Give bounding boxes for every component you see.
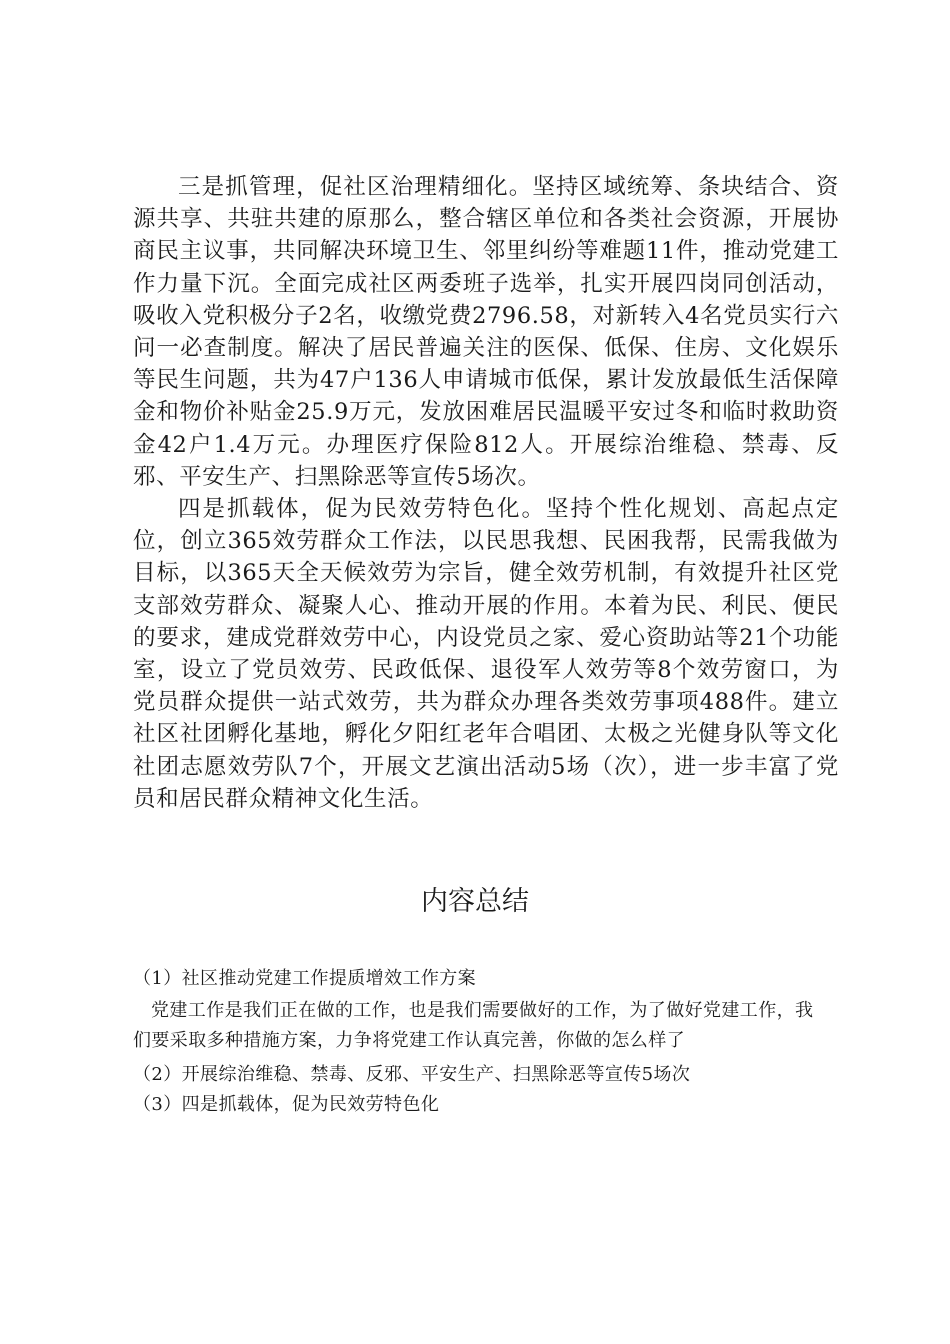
- summary-title: 内容总结: [421, 886, 529, 917]
- body-paragraph: 四是抓载体，促为民效劳特色化。坚持个性化规划、高起点定位，创立365效劳群众工作法，以民思我想、民困我帮，民需我做为目标，以365天全天候效劳为宗旨，健全效劳机制，有效提升社区党支部效劳群众、凝聚人心、推动开展的作用。本着为民、利民、便民的要求，建成党群效劳中心，内设党员之家、爱心资助站等21个功能室，设立了党员效劳、民政低保、退役军人效劳等8个效劳窗口，为党员群众提供一站式效劳，共为群众办理各类效劳事项488件。建立社区社团孵化基地，孵化夕阳红老年合唱团、太极之光健身队等文化社团志愿效劳队7个，开展文艺演出活动5场（次），进一步丰富了党员和居民群众精神文化生活。: [133, 496, 839, 812]
- body-paragraph: 三是抓管理，促社区治理精细化。坚持区域统筹、条块结合、资源共享、共驻共建的原那么，整合辖区单位和各类社会资源，开展协商民主议事，共同解决环境卫生、邻里纠纷等难题11件，推动党建工作力量下沉。全面完成社区两委班子选举，扎实开展四岗同创活动，吸收入党积极分子2名，收缴党费2796.58，对新转入4名党员实行六问一必查制度。解决了居民普遍关注的医保、低保、住房、文化娱乐等民生问题，共为47户136人申请城市低保，累计发放最低生活保障金和物价补贴金25.9万元，发放困难居民温暖平安过冬和临时救助资金42户1.4万元。办理医疗保险812人。开展综治维稳、禁毒、反邪、平安生产、扫黑除恶等宣传5场次。: [133, 174, 839, 490]
- summary-item-desc: 党建工作是我们正在做的工作，也是我们需要做好的工作，为了做好党建工作，我们要采取多种措施方案，力争将党建工作认真完善，你做的怎么样了: [133, 1000, 814, 1051]
- summary-item-title: （1）社区推动党建工作提质增效工作方案: [133, 968, 477, 989]
- document-body: [133, 171, 839, 815]
- summary-item-title: （2）开展综治维稳、禁毒、反邪、平安生产、扫黑除恶等宣传5场次: [133, 1064, 691, 1085]
- summary-item-title: （3）四是抓载体，促为民效劳特色化: [133, 1094, 440, 1115]
- summary-list: [133, 966, 823, 1118]
